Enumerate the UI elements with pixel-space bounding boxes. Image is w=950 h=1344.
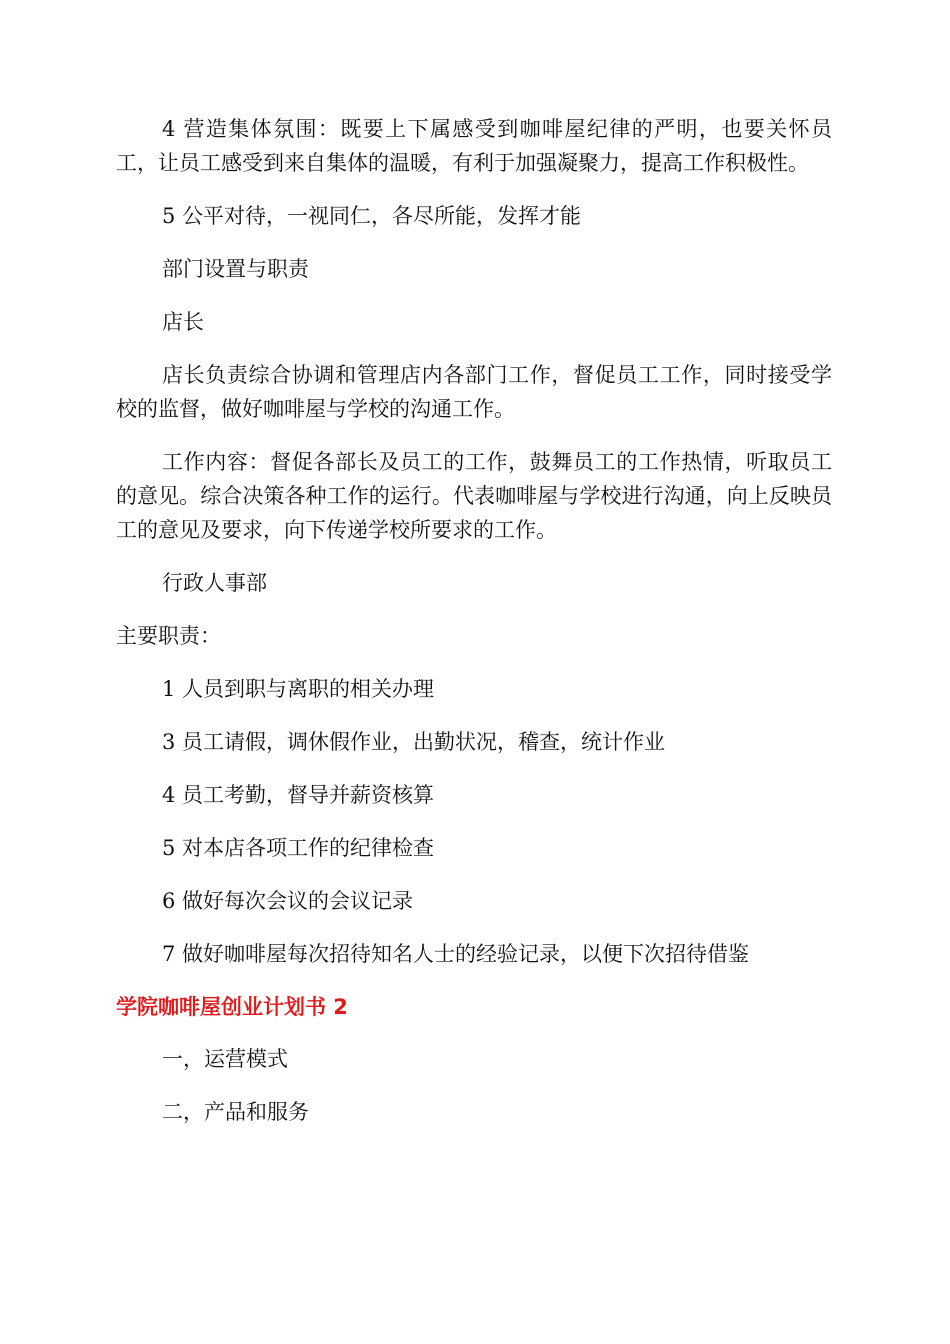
paragraph-store-manager: 店长 bbox=[162, 310, 204, 334]
list-item-discipline: 5 对本店各项工作的纪律检查 bbox=[162, 836, 435, 860]
paragraph-operation-mode: 一，运营模式 bbox=[162, 1047, 288, 1071]
paragraph-department-setup: 部门设置与职责 bbox=[162, 257, 309, 281]
paragraph-work-content: 工作内容：督促各部长及员工的工作，鼓舞员工的工作热情，听取员工的意见。综合决策各种工作的运行。代表咖啡屋与学校进行沟通，向上反映员工的意见及要求，向下传递学校所要求的工作。 bbox=[116, 450, 832, 542]
paragraph-team-atmosphere: 4 营造集体氛围：既要上下属感受到咖啡屋纪律的严明，也要关怀员工，让员工感受到来自集体的温暖，有利于加强凝聚力，提高工作积极性。 bbox=[116, 117, 832, 175]
document-body bbox=[116, 112, 832, 1148]
paragraph-products-services: 二，产品和服务 bbox=[162, 1100, 309, 1124]
list-item-guest-records: 7 做好咖啡屋每次招待知名人士的经验记录，以便下次招待借鉴 bbox=[162, 942, 750, 966]
list-item-leave: 3 员工请假，调休假作业，出勤状况，稽查，统计作业 bbox=[162, 730, 666, 754]
paragraph-main-duties: 主要职责： bbox=[116, 624, 221, 648]
paragraph-admin-hr: 行政人事部 bbox=[162, 571, 267, 595]
section-heading: 学院咖啡屋创业计划书 2 bbox=[116, 995, 348, 1019]
list-item-meeting-minutes: 6 做好每次会议的会议记录 bbox=[162, 889, 414, 913]
paragraph-manager-duties: 店长负责综合协调和管理店内各部门工作，督促员工工作，同时接受学校的监督，做好咖啡屋与学校的沟通工作。 bbox=[116, 363, 832, 421]
list-item-attendance: 4 员工考勤，督导并薪资核算 bbox=[162, 783, 435, 807]
list-item-onboarding: 1 人员到职与离职的相关办理 bbox=[162, 677, 435, 701]
paragraph-fair-treatment: 5 公平对待，一视同仁，各尽所能，发挥才能 bbox=[162, 204, 582, 228]
